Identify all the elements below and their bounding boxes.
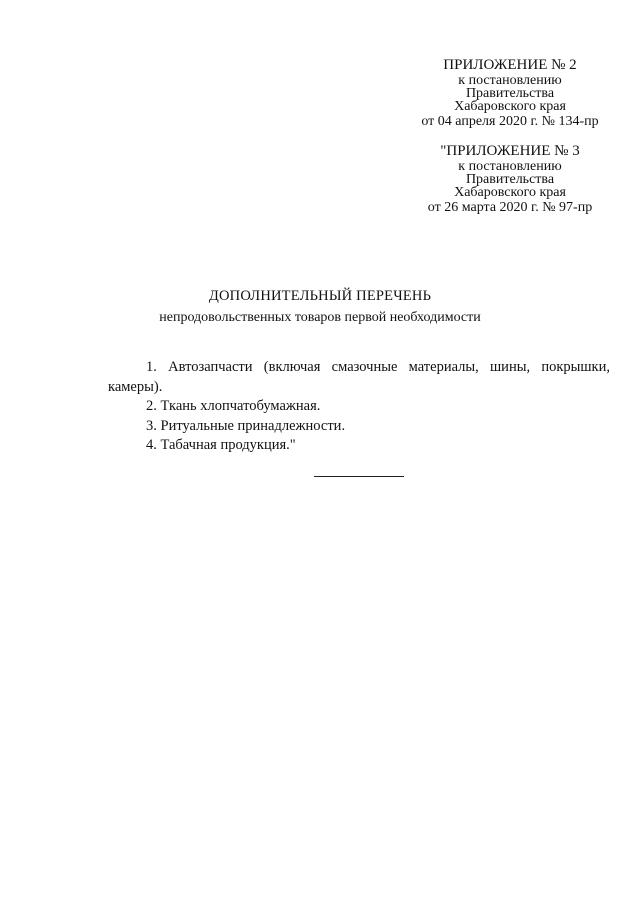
end-divider [314,476,404,477]
appendix-3-header [400,143,620,216]
document-subtitle: непродовольственных товаров первой необходимости [159,310,481,325]
list-item: 2. Ткань хлопчатобумажная. [146,398,321,414]
appendix-3-line-2: Правительства [465,172,555,187]
goods-list [108,358,610,456]
list-item: 1. Автозапчасти (включая смазочные материалы, шины, покрышки, камеры). [108,359,610,395]
document-title: ДОПОЛНИТЕЛЬНЫЙ ПЕРЕЧЕНЬ [208,288,432,304]
appendix-3-line-1: к постановлению [458,159,562,174]
appendix-2-line-3: Хабаровского края [454,99,566,114]
appendix-2-line-1: к постановлению [458,73,562,88]
appendix-2-date: от 04 апреля 2020 г. № 134-пр [421,114,599,129]
list-item: 4. Табачная продукция." [146,437,296,453]
appendix-3-title: "ПРИЛОЖЕНИЕ № 3 [440,143,580,159]
appendix-3-line-3: Хабаровского края [454,185,566,200]
appendix-3-date: от 26 марта 2020 г. № 97-пр [427,200,593,215]
appendix-2-line-2: Правительства [465,86,555,101]
appendix-2-header [400,57,620,130]
appendix-2-title: ПРИЛОЖЕНИЕ № 2 [443,57,577,73]
list-item: 3. Ритуальные принадлежности. [146,417,346,434]
